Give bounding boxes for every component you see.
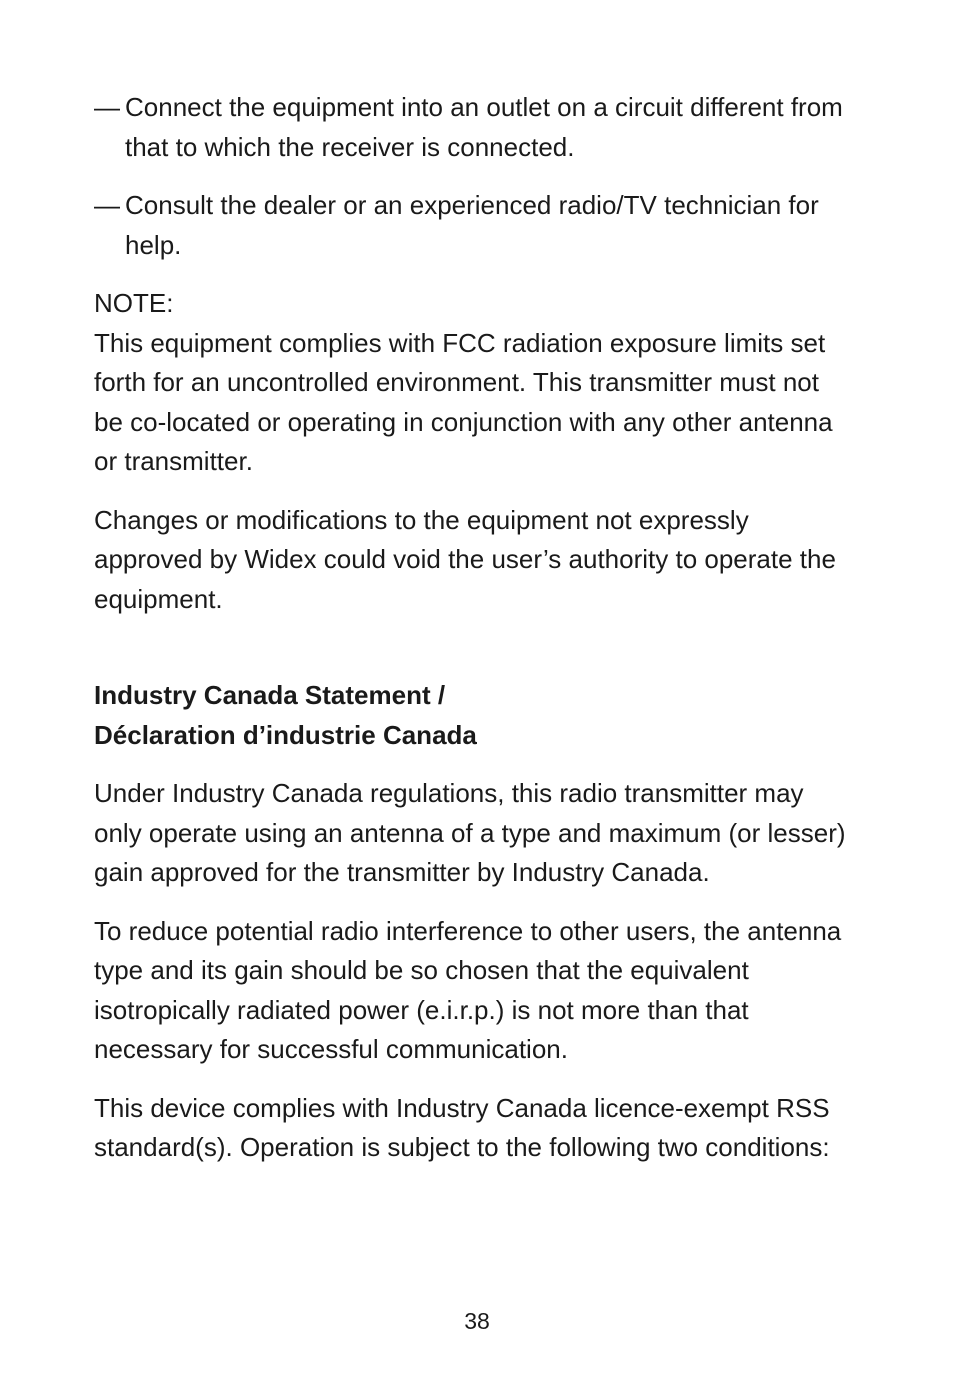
section-paragraph: Under Industry Canada regulations, this radio transmitter may only operate using an antenna of a type and maximum (or lesser) gain approved for the transmitter by Industry Canada. [94,778,846,887]
section-spacer [94,638,854,676]
bullet-item [94,88,854,167]
section-heading [94,676,854,755]
bullet-dash: — [94,190,120,220]
section-paragraph: This device complies with Industry Canada licence-exempt RSS standard(s). Operation is subject to the following two conditions: [94,1092,830,1162]
note-text: This equipment complies with FCC radiation exposure limits set forth for an uncontrolled environment. This transmitter must not be co-located or operating in conjunction with any other antenna or transmitter. [94,327,833,476]
note-label: NOTE: [94,288,174,318]
note-block [94,284,854,482]
page-content [94,88,854,1187]
bullet-text: Connect the equipment into an outlet on a circuit different from that to which the receiver is connected. [125,92,843,162]
section-paragraph: To reduce potential radio interference to other users, the antenna type and its gain should be so chosen that the equivalent isotropically radiated power (e.i.r.p.) is not more than that necessary for successful communication. [94,915,842,1064]
changes-paragraph: Changes or modifications to the equipment not expressly approved by Widex could void the user’s authority to operate the equipment. [94,504,836,614]
section-heading-line-1: Industry Canada Statement / [94,680,446,710]
bullet-item [94,186,854,265]
bullet-dash: — [94,92,120,122]
page-number: 38 [464,1308,490,1334]
section-heading-line-2: Déclaration d’industrie Canada [94,719,477,750]
bullet-text: Consult the dealer or an experienced radio/TV technician for help. [125,190,819,260]
